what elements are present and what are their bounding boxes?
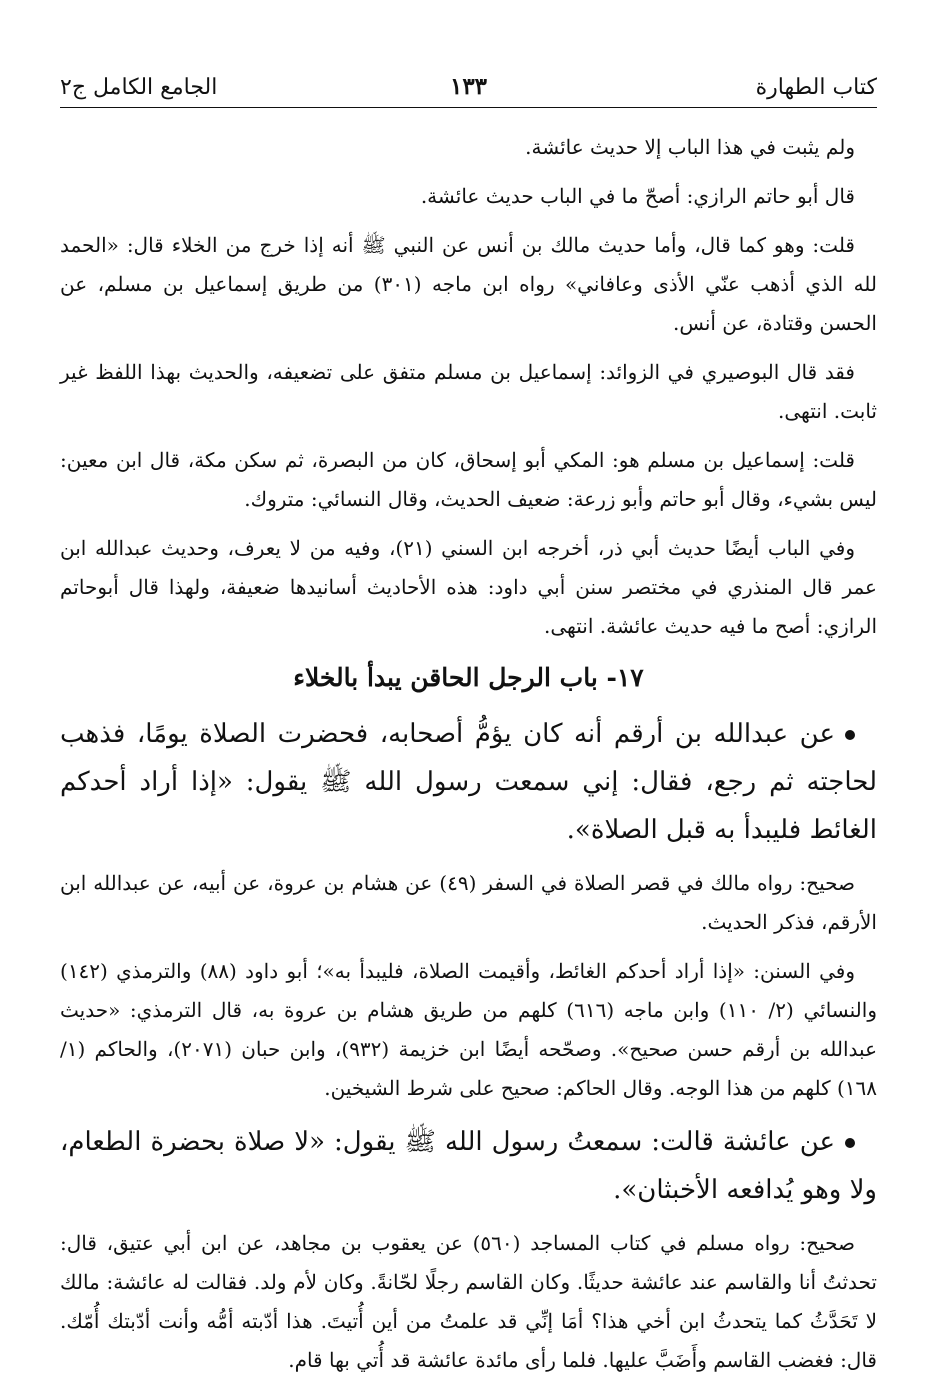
- paragraph: قلت: وهو كما قال، وأما حديث مالك بن أنس عن النبي ﷺ أنه إذا خرج من الخلاء قال: «الحمد لله الذي أذهب عنّي الأذى وعافاني» رواه ابن ماجه (٣٠١) من طريق إسماعيل بن مسلم، عن الحسن وقتادة، عن أنس.: [60, 233, 878, 335]
- header-chapter-title: كتاب الطهارة: [755, 75, 877, 100]
- hadith-text: [60, 1118, 877, 1214]
- page-number: ١٣٣: [449, 73, 488, 100]
- paragraph: صحيح: رواه مالك في قصر الصلاة في السفر (٤٩) عن هشام بن عروة، عن أبيه، عن عبدالله ابن الأرقم، فذكر الحديث.: [60, 871, 877, 934]
- header-book-title: الجامع الكامل ج٢: [60, 75, 218, 100]
- hadith-text-content: عن عائشة قالت: سمعتُ رسول الله ﷺ يقول: «لا صلاة بحضرة الطعام، ولا وهو يُدافعه الأخبثان».: [60, 1127, 877, 1205]
- paragraph: قلت: إسماعيل بن مسلم هو: المكي أبو إسحاق، كان من البصرة، ثم سكن مكة، قال ابن معين: ليس بشيء، وقال أبو حاتم وأبو زرعة: ضعيف الحديث، وقال النسائي: متروك.: [60, 448, 877, 511]
- paragraph: ولم يثبت في هذا الباب إلا حديث عائشة.: [525, 135, 855, 159]
- page-body: [60, 128, 877, 1390]
- header-divider: [60, 107, 877, 108]
- paragraph: وفي السنن: «إذا أراد أحدكم الغائط، وأقيمت الصلاة، فليبدأ به»؛ أبو داود (٨٨) والترمذي (١٤٢) والنسائي (٢/ ١١٠) وابن ماجه (٦١٦) كلهم من طريق هشام بن عروة به، قال الترمذي: «حديث عبدالله بن أرقم حسن صحيح». وصحّحه أيضًا ابن خزيمة (٩٣٢)، وابن حبان (٢٠٧١)، والحاكم (١/ ١٦٨) كلهم من هذا الوجه. وقال الحاكم: صحيح على شرط الشيخين.: [60, 959, 878, 1100]
- page-header: [60, 66, 877, 100]
- paragraph: وفي الباب أيضًا حديث أبي ذر، أخرجه ابن السني (٢١)، وفيه من لا يعرف، وحديث عبدالله ابن عمر قال المنذري في مختصر سنن أبي داود: هذه الأحاديث أسانيدها ضعيفة، ولهذا قال أبوحاتم الرازي: أصح ما فيه حديث عائشة. انتهى.: [60, 536, 877, 638]
- paragraph: قال أبو حاتم الرازي: أصحّ ما في الباب حديث عائشة.: [420, 184, 855, 208]
- paragraph: صحيح: رواه مسلم في كتاب المساجد (٥٦٠) عن يعقوب بن مجاهد، عن ابن أبي عتيق، قال: تحدثتُ أنا والقاسم عند عائشة حديثًا. وكان القاسم رجلًا لحّانةً. وكان لأم ولد. فقالت له عائشة: مالك لا تَحَدَّثُ كما يتحدثُ ابن أخي هذا؟ أمَا إنِّي قد علمتُ من أين أُتيتَ. هذا أدّبته أمُّه وأنت أدّبتك أُمّك. قال: فغضب القاسم وأَضَبَّ عليها. فلما رأى مائدة عائشة قد أُتي بها قام.: [60, 1231, 877, 1372]
- hadith-text-content: عن عبدالله بن أرقم أنه كان يؤمُّ أصحابه، فحضرت الصلاة يومًا، فذهب لحاجته ثم رجع، فقال: إني سمعت رسول الله ﷺ يقول: «إذا أراد أحدكم الغائط فليبدأ به قبل الصلاة».: [60, 719, 877, 845]
- hadith-text: [60, 710, 877, 854]
- section-heading: ١٧- باب الرجل الحاقن يبدأ بالخلاء: [293, 663, 644, 692]
- paragraph: فقد قال البوصيري في الزوائد: إسماعيل بن مسلم متفق على تضعيفه، والحديث بهذا اللفظ غير ثابت. انتهى.: [60, 360, 877, 423]
- bullet-icon: [845, 730, 855, 740]
- bullet-icon: [845, 1138, 855, 1148]
